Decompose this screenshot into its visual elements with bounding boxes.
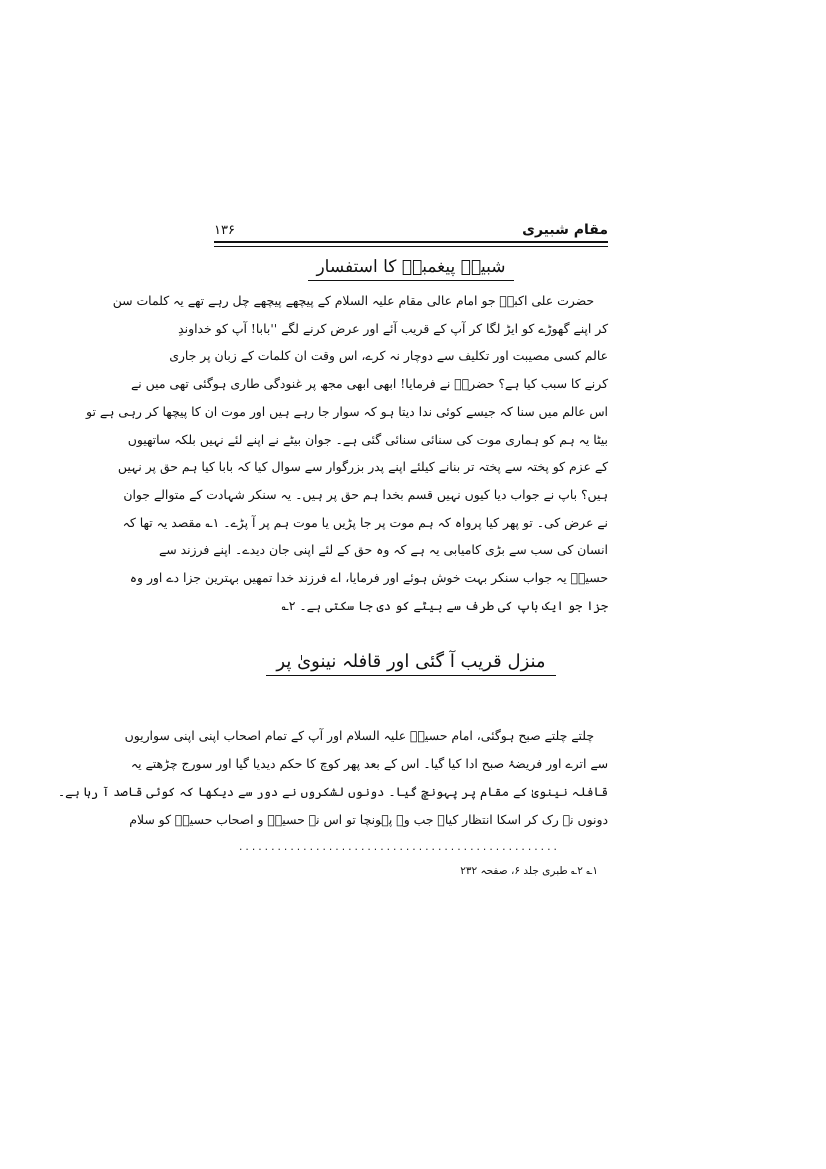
text-line: سے اترے اور فریضۂ صبح ادا کیا گیا۔ اس کے بعد پھر کوچ کا حکم دیدیا گیا اور سورج چڑھتے یہ xyxy=(130,756,608,772)
text-line: کر اپنے گھوڑے کو ایڑ لگا کر آپ کے قریب آئے اور عرض کرنے لگے ''بابا! آپ کو خداوندِ xyxy=(178,320,608,336)
text-line: حسینؑ یہ جواب سنکر بہت خوش ہوئے اور فرمایا، اے فرزند خدا تمھیں بہترین جزا دے اور وہ xyxy=(129,570,608,586)
section-heading-2-text: منزل قریب آ گئی اور قافلہ نینویٰ پر xyxy=(266,651,555,676)
header-rule xyxy=(214,241,608,247)
book-page xyxy=(57,218,608,878)
text-line: چلتے چلتے صبح ہوگئی، امام حسینؑ علیہ السلام اور آپ کے تمام اصحاب اپنی اپنی سواریوں xyxy=(124,728,594,744)
text-line: اس عالم میں سنا کہ جیسے کوئی ندا دیتا ہو کہ سوار جا رہے ہیں اور موت ان کا پیچھا کر رہی ہے تو xyxy=(86,403,608,419)
text-line: دونوں نے رک کر اسکا انتظار کیا۔ جب وہ پہونچا تو اس نے حسینؑ و اصحاب حسینؑ کو سلام xyxy=(129,811,608,827)
text-line: قافلہ نینویٰ کے مقام پر پہونچ گیا۔ دونوں لشکروں نے دور سے دیکھا کہ کوئی قاصد آ رہا ہے۔ xyxy=(57,783,608,799)
text-line: کے عزم کو پختہ سے پختہ تر بنانے کیلئے اپنے پدر بزرگوار سے سوال کیا کہ بابا کیا ہم حق پر نہیں xyxy=(117,459,608,475)
footnote-separator: .................................................. xyxy=(238,843,559,854)
text-line: انسان کی سب سے بڑی کامیابی یہ ہے کہ وہ حق کے لئے اپنی جان دیدے۔ اپنے فرزند سے xyxy=(159,542,608,558)
section-heading-2 xyxy=(214,651,608,676)
page-number: ۱۳۶ xyxy=(214,223,235,238)
text-line: عالم کسی مصیبت اور تکلیف سے دوچار نہ کرے، اس وقت ان کلمات کے زبان پر جاری xyxy=(169,348,608,364)
page-header xyxy=(214,218,608,238)
paragraph-2 xyxy=(57,722,608,833)
running-title: مقام شبیری xyxy=(522,222,608,238)
text-line: نے عرض کی۔ تو پھر کیا پرواہ کہ ہم موت پر جا پڑیں یا موت ہم پر آ پڑے۔ ۱؎ مقصد یہ تھا کہ xyxy=(122,514,608,530)
section-heading-1 xyxy=(214,257,608,281)
text-line: بیٹا یہ ہم کو ہماری موت کی سنائی سنائی گئی ہے۔ جوان بیٹے نے اپنے لئے نہیں بلکہ ساتھیوں xyxy=(127,431,608,447)
section-heading-1-text: شبیہِ پیغمبرؐ کا استفسار xyxy=(308,257,513,281)
footnote: ۱؎ ۲؎ طبری جلد ۶، صفحہ ۲۳۲ xyxy=(460,865,598,878)
text-line: حضرت علی اکبرؑ جو امام عالی مقام علیہ السلام کے پیچھے پیچھے چل رہے تھے یہ کلمات سن xyxy=(112,293,594,308)
text-line: جزا جو ایک باپ کی طرف سے بیٹے کو دی جا سکتی ہے۔ ۲؎ xyxy=(281,597,608,613)
text-line: ہیں؟ باپ نے جواب دیا کیوں نہیں قسم بخدا ہم حق پر ہیں۔ یہ سنکر شہادت کے متوالے جوان xyxy=(123,486,608,502)
text-line: کرنے کا سبب کیا ہے؟ حضرتؑ نے فرمایا! ابھی ابھی مجھ پر غنودگی طاری ہوگئی تھی میں نے xyxy=(131,376,608,392)
paragraph-1 xyxy=(86,287,608,619)
